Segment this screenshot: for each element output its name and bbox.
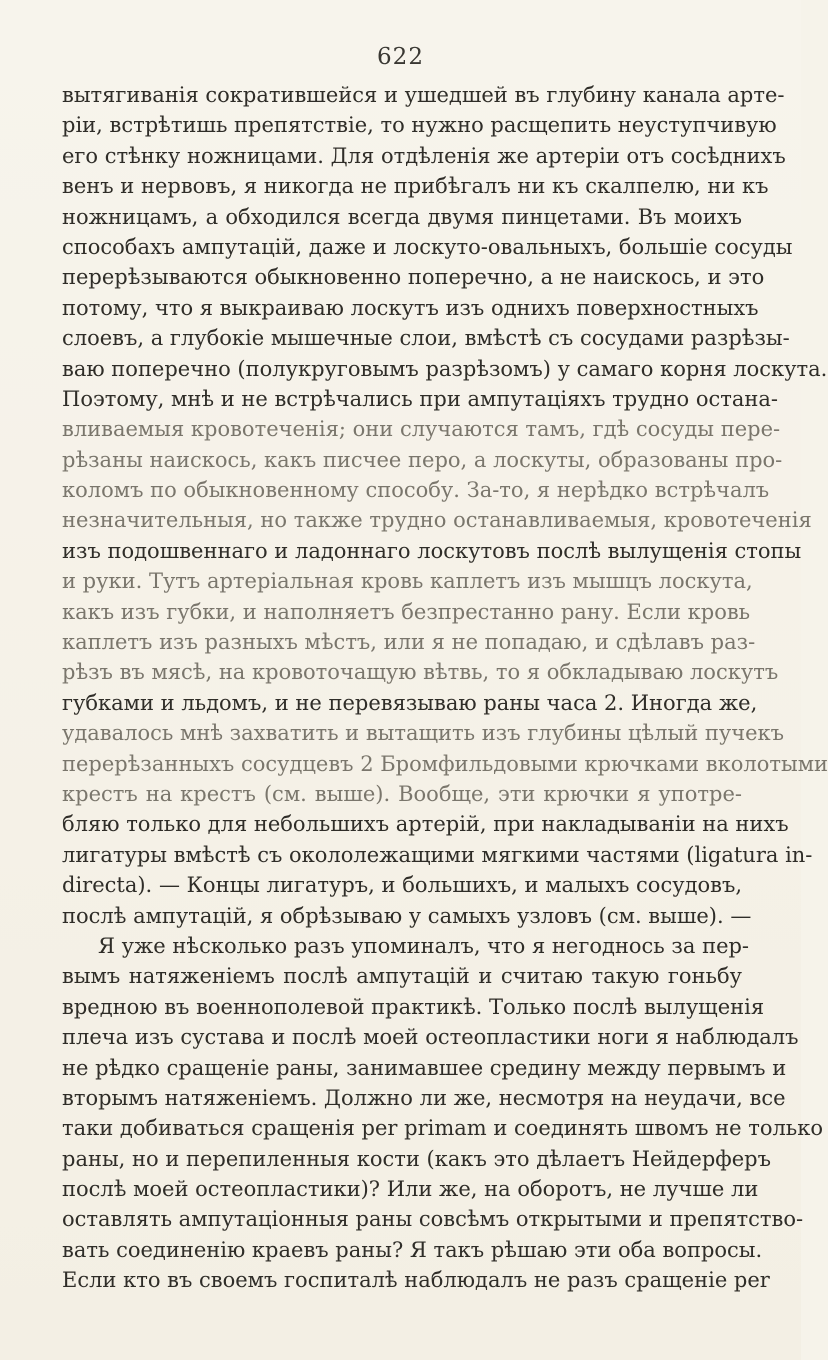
text-line: изъ подошвеннаго и ладоннаго лоскутовъ послѣ вылущенія стопы [62,538,802,563]
text-line: не рѣдко сращеніе раны, занимавшее средину между первымъ и [62,1055,787,1080]
text-line: ножницамъ, а обходился всегда двумя пинцетами. Въ моихъ [62,204,742,229]
text-line: вымъ натяженіемъ послѣ ампутацій и считаю такую гоньбу [62,964,742,989]
text-line: directa). — Концы лигатуръ, и большихъ, и малыхъ сосудовъ, [62,873,742,898]
text-line: удавалось мнѣ захватить и вытащить изъ глубины цѣлый пучекъ [62,721,785,746]
text-line: Я уже нѣсколько разъ упоминалъ, что я негоднось за пер- [98,933,750,958]
text-line: и руки. Тутъ артеріальная кровь каплетъ изъ мышцъ лоскута, [62,569,753,594]
page-number: 622 [377,44,424,70]
text-line: бляю только для небольшихъ артерій, при накладываніи на нихъ [62,812,789,837]
text-line: рѣзаны наискось, какъ писчее перо, а лоскуты, образованы про- [62,447,783,472]
text-line: оставлять ампутаціонныя раны совсѣмъ открытыми и препятство- [62,1207,804,1232]
text-line: рѣзъ въ мясѣ, на кровоточащую вѣтвь, то я обкладываю лоскутъ [62,660,779,685]
text-line: лигатуры вмѣстѣ съ окололежащими мягкими частями (ligatura in- [62,842,813,867]
text-line: перерѣзываются обыкновенно поперечно, а не наискось, и это [62,265,765,290]
text-line: его стѣнку ножницами. Для отдѣленія же артеріи отъ сосѣднихъ [62,143,786,168]
text-line: вливаемыя кровотеченія; они случаются тамъ, гдѣ сосуды пере- [62,417,781,442]
text-line: Поэтому, мнѣ и не встрѣчались при ампутаціяхъ трудно останa- [62,386,778,411]
text-line: вредною въ военнополевой практикѣ. Только послѣ вылущенія [62,994,765,1019]
text-line: крестъ на крестъ (см. выше). Вообще, эти крючки я употре- [62,781,742,806]
text-line: таки добиваться сращенія per primam и соединять швомъ не только [62,1116,824,1141]
text-line: раны, но и перепиленныя кости (какъ это дѣлаетъ Нейдерферъ [62,1146,771,1171]
text-line: вытягиванія сократившейся и ушедшей въ глубину канала арте- [62,83,785,107]
text-line: послѣ моей остеопластики)? Или же, на оборотъ, не лучше ли [62,1177,759,1202]
text-line: каплетъ изъ разныхъ мѣстъ, или я не попадаю, и сдѣлавъ раз- [62,630,756,655]
text-line: потому, что я выкраиваю лоскутъ изъ однихъ поверхностныхъ [62,295,759,320]
text-line: губками и льдомъ, и не перевязываю раны часа 2. Иногда же, [62,690,758,715]
text-line: способахъ ампутацій, даже и лоскуто-овальныхъ, большіе сосуды [62,234,793,259]
text-line: вторымъ натяженіемъ. Должно ли же, несмотря на неудачи, все [62,1085,786,1110]
text-line: ваю поперечно (полукруговымъ разрѣзомъ) у самаго корня лоскута. [62,356,828,381]
text-line: венъ и нервовъ, я никогда не прибѣгалъ ни къ скалпелю, ни къ [62,174,769,199]
text-line: незначительныя, но также трудно останавливаемыя, кровотеченія [62,508,812,533]
text-line: Если кто въ своемъ госпиталѣ наблюдалъ не разъ сращеніе per [62,1268,770,1293]
text-line: ріи, встрѣтишь препятствіе, то нужно расщепить неуступчивую [62,113,777,138]
text-line: коломъ по обыкновенному способу. За-то, я нерѣдко встрѣчалъ [62,478,770,503]
text-line: какъ изъ губки, и наполняетъ безпрестанно рану. Если кровь [62,599,751,624]
text-line: послѣ ампутацій, я обрѣзываю у самыхъ узловъ (см. выше). — [62,903,752,928]
text-line: слоевъ, а глубокіе мышечные слои, вмѣстѣ съ сосудами разрѣзы- [62,326,790,351]
text-line: перерѣзанныхъ сосудцевъ 2 Бромфильдовыми крючками вколотыми [62,751,828,776]
text-line: плеча изъ сустава и послѣ моей остеопластики ноги я наблюдалъ [62,1025,799,1050]
body-text [62,80,828,1296]
text-line: вать соединенію краевъ раны? Я такъ рѣшаю эти оба вопросы. [62,1237,763,1262]
